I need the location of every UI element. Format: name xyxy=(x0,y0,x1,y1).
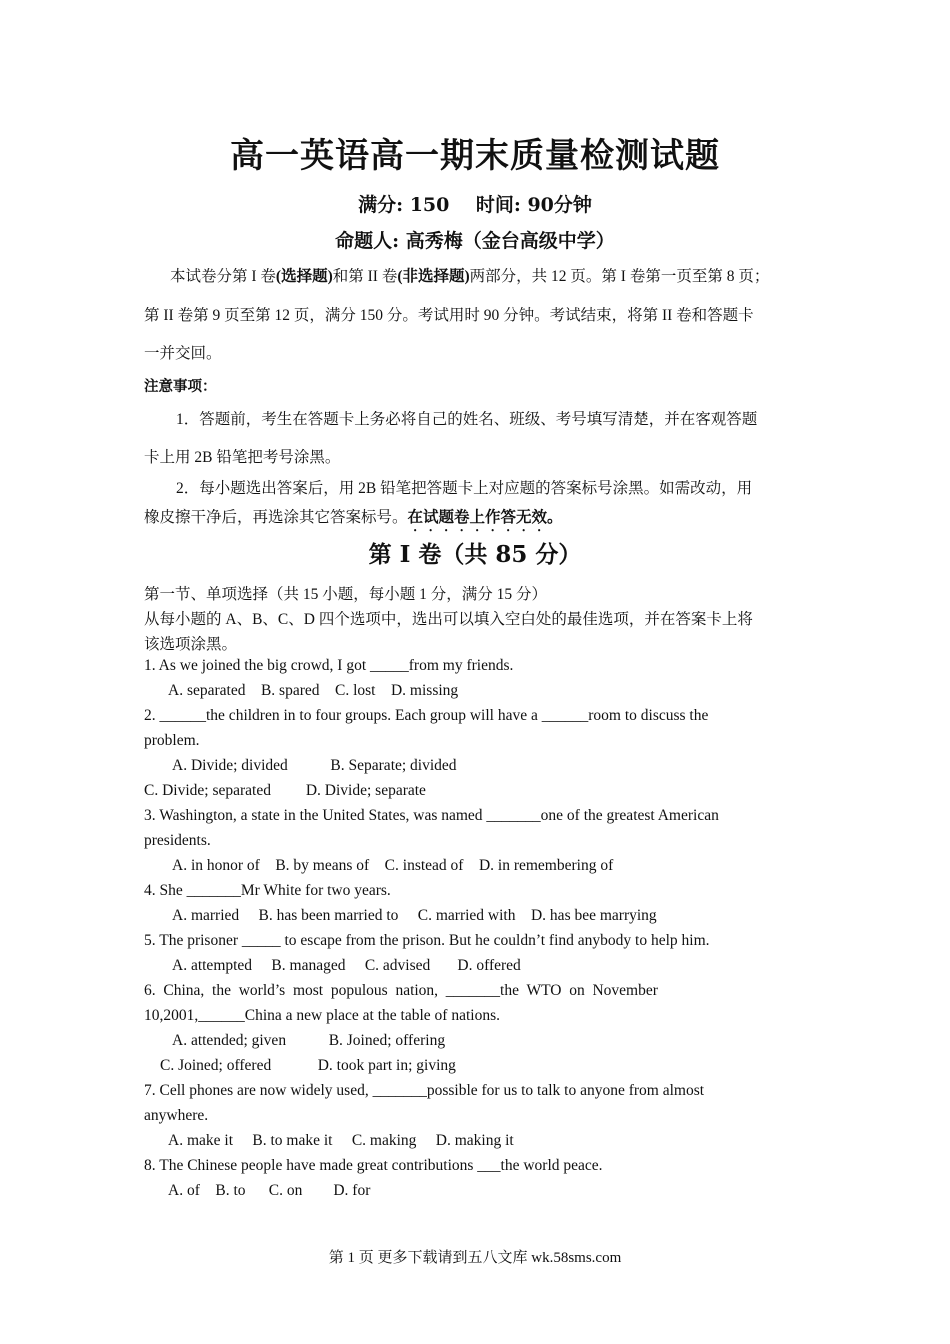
question-7-line-1: 7. Cell phones are now widely used, _______possible for us to talk to anyone from almost xyxy=(144,1082,705,1099)
part1-heading: 第一节、单项选择（共 15 小题，每小题 1 分，满分 15 分） xyxy=(144,586,548,603)
question-2-options-1: A. Divide; divided B. Separate; divided xyxy=(172,757,457,774)
part1-instruction-line-1: 从每小题的 A、B、C、D 四个选项中，选出可以填入空白处的最佳选项，并在答案卡上将 xyxy=(144,611,753,628)
intro-line-1 xyxy=(170,264,769,286)
question-6-options-2: C. Joined; offered D. took part in; giving xyxy=(160,1057,456,1074)
notice-item-2-line-1: 2．每小题选出答案后，用 2B 铅笔把答题卡上对应题的答案标号涂黑。如需改动，用 xyxy=(176,480,753,497)
notice-item-2-line-2 xyxy=(144,505,563,535)
intro-line-2: 第 II 卷第 9 页至第 12 页，满分 150 分。考试用时 90 分钟。考试结束，将第 II 卷和答题卡 xyxy=(144,307,754,324)
question-7-line-2: anywhere. xyxy=(144,1107,209,1124)
question-1-options: A. separated B. spared C. lost D. missing xyxy=(168,682,459,699)
question-4-options: A. married B. has been married to C. married with D. has bee marrying xyxy=(172,907,657,924)
intro-text-a: 本试卷分第 I 卷 xyxy=(170,268,276,285)
intro-text-c: 和第 II 卷 xyxy=(332,268,398,285)
question-2-line-1: 2. ______the children in to four groups. Each group will have a ______room to discuss the xyxy=(144,707,709,724)
question-5: 5. The prisoner _____ to escape from the prison. But he couldn’t find anybody to help him. xyxy=(144,932,710,949)
intro-text-e: 两部分，共 12 页。第 I 卷第一页至第 8 页； xyxy=(469,268,770,285)
exam-title: 高一英语高一期末质量检测试题 xyxy=(230,136,720,176)
question-6-line-2: 10,2001,______China a new place at the table of nations. xyxy=(144,1007,500,1024)
question-6-line-1: 6. China, the world’s most populous nation, _______the WTO on November xyxy=(144,982,658,999)
score-time-line: 满分: 150 时间: 90分钟 xyxy=(358,194,592,216)
notice-emphasis: 在试题卷上作答无效。 xyxy=(407,509,563,526)
section-title: 第 I 卷（共 85 分） xyxy=(368,541,582,568)
question-1: 1. As we joined the big crowd, I got _____from my friends. xyxy=(144,657,514,674)
question-8: 8. The Chinese people have made great contributions ___the world peace. xyxy=(144,1157,603,1174)
question-3-line-1: 3. Washington, a state in the United States, was named _______one of the greatest American xyxy=(144,807,719,824)
page-footer: 第 1 页 更多下载请到五八文库 wk.58sms.com xyxy=(328,1250,622,1266)
intro-nonchoice-label: (非选择题) xyxy=(397,268,470,285)
notice-heading: 注意事项： xyxy=(144,379,217,395)
question-8-options: A. of B. to C. on D. for xyxy=(168,1182,371,1199)
question-2-line-2: problem. xyxy=(144,732,200,749)
question-3-line-2: presidents. xyxy=(144,832,211,849)
question-3-options: A. in honor of B. by means of C. instead of D. in remembering of xyxy=(172,857,614,874)
author-line: 命题人: 高秀梅（金台高级中学） xyxy=(335,230,615,252)
question-5-options: A. attempted B. managed C. advised D. offered xyxy=(172,957,521,974)
notice-item-1-line-1: 1．答题前，考生在答题卡上务必将自己的姓名、班级、考号填写清楚，并在客观答题 xyxy=(176,411,758,428)
question-7-options: A. make it B. to make it C. making D. making it xyxy=(168,1132,514,1149)
question-2-options-2: C. Divide; separated D. Divide; separate xyxy=(144,782,426,799)
intro-choice-label: (选择题) xyxy=(275,268,333,285)
question-4: 4. She _______Mr White for two years. xyxy=(144,882,391,899)
notice-item-2-text: 橡皮擦干净后，再选涂其它答案标号。 xyxy=(144,509,408,526)
notice-item-1-line-2: 卡上用 2B 铅笔把考号涂黑。 xyxy=(144,449,341,466)
intro-line-3: 一并交回。 xyxy=(144,345,222,362)
question-6-options-1: A. attended; given B. Joined; offering xyxy=(172,1032,446,1049)
part1-instruction-line-2: 该选项涂黑。 xyxy=(144,636,238,653)
